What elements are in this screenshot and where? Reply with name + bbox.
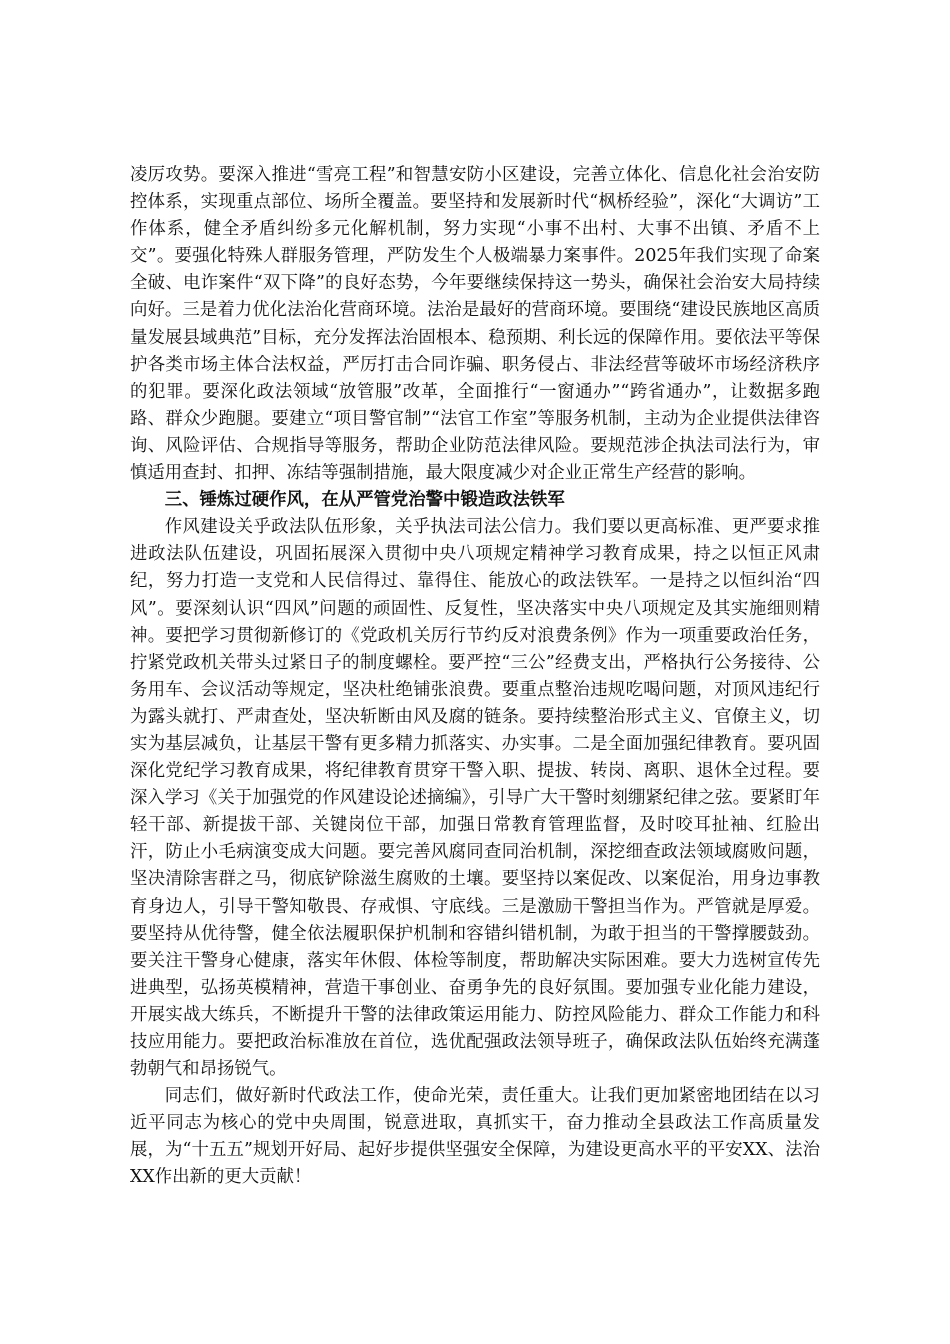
paragraph-law-business-environment: 凌厉攻势。要深入推进“雪亮工程”和智慧安防小区建设，完善立体化、信息化社会治安防控体系，实现重点部位、场所全覆盖。要坚持和发展新时代“枫桥经验”，深化“大调访”工作体系，健全矛盾纠纷多元化解机制，努力实现“小事不出村、大事不出镇、矛盾不上交”。要强化特殊人群服务管理，严防发生个人极端暴力案事件。2025年我们实现了命案全破、电诈案件“双下降”的良好态势，今年要继续保持这一势头，确保社会治安大局持续向好。三是着力优化法治化营商环境。法治是最好的营商环境。要围绕“建设民族地区高质量发展县域典范”目标，充分发挥法治固根本、稳预期、利长远的保障作用。要依法平等保护各类市场主体合法权益，严厉打击合同诈骗、职务侵占、非法经营等破坏市场经济秩序的犯罪。要深化政法领域“放管服”改革，全面推行“一窗通办”“跨省通办”，让数据多跑路、群众少跑腿。要建立“项目警官制”“法官工作室”等服务机制，主动为企业提供法律咨询、风险评估、合规指导等服务，帮助企业防范法律风险。要规范涉企执法司法行为，审慎适用查封、扣押、冻结等强制措施，最大限度减少对企业正常生产经营的影响。 [130,165,820,484]
paragraph-work-style: 作风建设关乎政法队伍形象，关乎执法司法公信力。我们要以更高标准、更严要求推进政法队伍建设，巩固拓展深入贯彻中央八项规定精神学习教育成果，持之以恒正风肃纪，努力打造一支党和人民信得过、靠得住、能放心的政法铁军。一是持之以恒纠治“四风”。要深刻认识“四风”问题的顽固性、反复性，坚决落实中央八项规定及其实施细则精神。要把学习贯彻新修订的《党政机关厉行节约反对浪费条例》作为一项重要政治任务，拧紧党政机关带头过紧日子的制度螺栓。要严控“三公”经费支出，严格执行公务接待、公务用车、会议活动等规定，坚决杜绝铺张浪费。要重点整治违规吃喝问题，对顶风违纪行为露头就打、严肃查处，坚决斩断由风及腐的链条。要持续整治形式主义、官僚主义，切实为基层减负，让基层干警有更多精力抓落实、办实事。二是全面加强纪律教育。要巩固深化党纪学习教育成果，将纪律教育贯穿干警入职、提拔、转岗、离职、退休全过程。要深入学习《关于加强党的作风建设论述摘编》，引导广大干警时刻绷紧纪律之弦。要紧盯年轻干部、新提拔干部、关键岗位干部，加强日常教育管理监督，及时咬耳扯袖、红脸出汗，防止小毛病演变成大问题。要完善风腐同查同治机制，深挖细查政法领域腐败问题，坚决清除害群之马，彻底铲除滋生腐败的土壤。要坚持以案促改、以案促治，用身边事教育身边人，引导干警知敬畏、存戒惧、守底线。三是激励干警担当作为。严管就是厚爱。要坚持从优待警，健全依法履职保护机制和容错纠错机制，为敢于担当的干警撑腰鼓劲。要关注干警身心健康，落实年休假、体检等制度，帮助解决实际困难。要大力选树宣传先进典型，弘扬英模精神，营造干事创业、奋勇争先的良好氛围。要加强专业化能力建设，开展实战大练兵，不断提升干警的法律政策运用能力、防控风险能力、群众工作能力和科技应用能力。要把政治标准放在首位，选优配强政法领导班子，确保政法队伍始终充满蓬勃朝气和昂扬锐气。 [130,517,820,1080]
document-page [130,162,820,1192]
paragraph-closing: 同志们，做好新时代政法工作，使命光荣，责任重大。让我们更加紧密地团结在以习近平同志为核心的党中央周围，锐意进取，真抓实干，奋力推动全县政法工作高质量发展，为“十五五”规划开好局、起好步提供坚强安全保障，为建设更高水平的平安XX、法治XX作出新的更大贡献！ [130,1086,820,1188]
section-heading-3: 三、锤炼过硬作风，在从严管党治警中锻造政法铁军 [164,490,565,511]
